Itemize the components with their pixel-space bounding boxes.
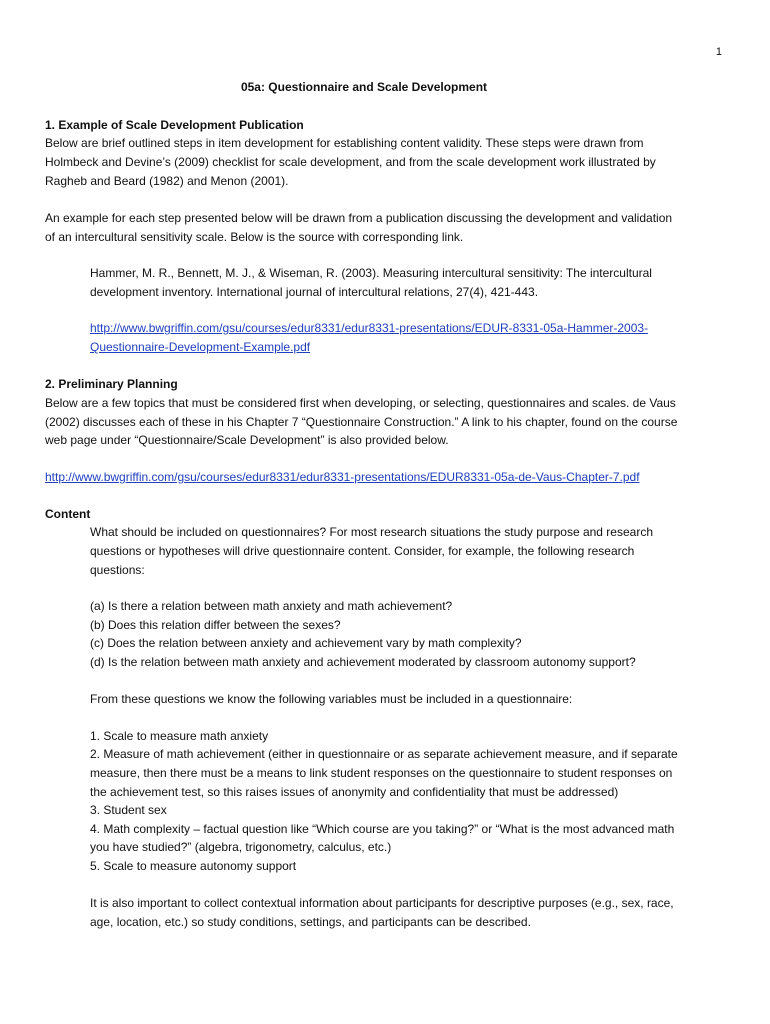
page-number: 1 [715,46,722,58]
de-vaus-chapter-link[interactable]: http://www.bwgriffin.com/gsu/courses/edur8331/edur8331-presentations/EDUR8331-05a-de-Vaus-Chapter-7.pdf [45,470,640,484]
hammer-pdf-link-continued[interactable]: Questionnaire-Development-Example.pdf [90,340,311,354]
content-intro-line: What should be included on questionnaires? For most research situations the study purpose and research [90,525,653,539]
section-1-paragraph-2-line: An example for each step presented below will be drawn from a publication discussing the development and validation [45,211,673,225]
variable-item-continued: measure, then there must be a means to link student responses on the questionnaire to student responses on [90,766,673,780]
content-intro-line: questions or hypotheses will drive questionnaire content. Consider, for example, the following research [90,544,635,558]
research-question: (d) Is the relation between math anxiety and achievement moderated by classroom autonomy support? [90,655,636,669]
variable-item: 5. Scale to measure autonomy support [90,859,297,873]
variable-item: 3. Student sex [90,803,167,817]
section-1-paragraph-line: Below are brief outlined steps in item development for establishing content validity. These steps were drawn from [45,136,644,150]
variables-intro: From these questions we know the following variables must be included in a questionnaire: [90,692,573,706]
section-2-paragraph-line: Below are a few topics that must be considered first when developing, or selecting, questionnaires and scales. de Vaus [45,396,676,410]
citation-line: development inventory. International journal of intercultural relations, 27(4), 421-443. [90,285,539,299]
research-question: (a) Is there a relation between math anxiety and math achievement? [90,599,453,613]
closing-line: It is also important to collect contextual information about participants for descriptive purposes (e.g., sex, race, [90,896,674,910]
content-intro-line: questions: [90,563,145,577]
research-question: (c) Does the relation between anxiety and achievement vary by math complexity? [90,636,522,650]
section-2-paragraph-line: web page under “Questionnaire/Scale Development” is also provided below. [45,433,449,447]
section-1-paragraph-line: Ragheb and Beard (1982) and Menon (2001). [45,174,289,188]
variable-item: 4. Math complexity – factual question like “Which course are you taking?” or “What is the most advanced math [90,822,675,836]
section-2-heading: 2. Preliminary Planning [45,377,178,391]
section-1-paragraph-line: Holmbeck and Devine’s (2009) checklist for scale development, and from the scale development work illustrated by [45,155,656,169]
citation-line: Hammer, M. R., Bennett, M. J., & Wiseman, R. (2003). Measuring intercultural sensitivity: The intercultural [90,266,652,280]
variable-item: 2. Measure of math achievement (either in questionnaire or as separate achievement measure, and if separate [90,747,678,761]
research-question: (b) Does this relation differ between the sexes? [90,618,341,632]
section-1-heading: 1. Example of Scale Development Publication [45,118,304,132]
variable-item: 1. Scale to measure math anxiety [90,729,269,743]
variable-item-continued: you have studied?” (algebra, trigonometry, calculus, etc.) [90,840,392,854]
section-1-paragraph-2-line: of an intercultural sensitivity scale. Below is the source with corresponding link. [45,230,464,244]
closing-line: age, location, etc.) so study conditions, settings, and participants can be described. [90,915,531,929]
content-heading: Content [45,507,91,521]
variable-item-continued: the achievement test, so this raises issues of anonymity and confidentiality that must be addressed) [90,785,619,799]
section-2-paragraph-line: (2002) discusses each of these in his Chapter 7 “Questionnaire Construction.” A link to his chapter, found on the course [45,415,678,429]
hammer-pdf-link[interactable]: http://www.bwgriffin.com/gsu/courses/edur8331/edur8331-presentations/EDUR-8331-05a-Hammer-2003- [90,321,649,335]
document-title: 05a: Questionnaire and Scale Development [240,80,488,94]
